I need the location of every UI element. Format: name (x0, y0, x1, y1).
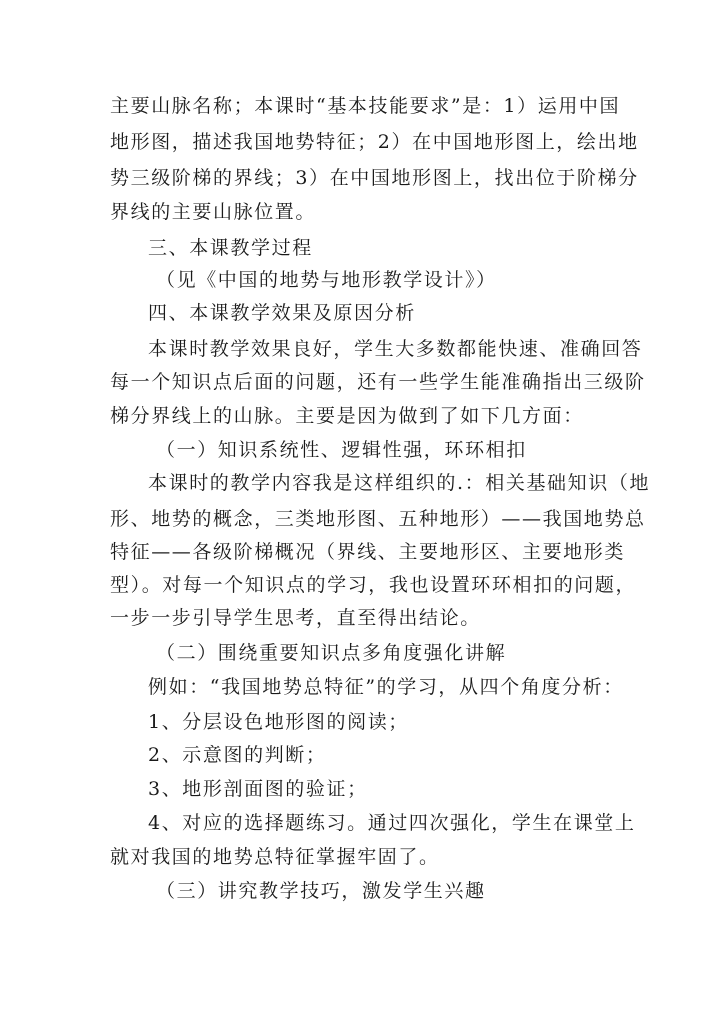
paragraph-line: 例如：“我国地势总特征”的学习，从四个角度分析： (148, 676, 624, 698)
paragraph-line: 型）。对每一个知识点的学习，我也设置环环相扣的问题， (110, 574, 637, 596)
paragraph-line: 特征——各级阶梯概况（界线、主要地形区、主要地形类 (110, 541, 626, 563)
paragraph-line: 本课时教学效果良好，学生大多数都能快速、准确回答 (148, 338, 643, 360)
list-item: 4、对应的选择题练习。通过四次强化，学生在课堂上 (148, 812, 636, 834)
paragraph-line: 一步一步引导学生思考，直至得出结论。 (110, 607, 481, 629)
paragraph-line: 本课时的教学内容我是这样组织的.：相关基础知识（地 (148, 472, 651, 494)
paragraph-line: 势三级阶梯的界线；3）在中国地形图上，找出位于阶梯分 (110, 167, 639, 189)
paragraph-line: 形、地势的概念，三类地形图、五种地形）——我国地势总 (110, 508, 646, 530)
paragraph-line: 梯分界线上的山脉。主要是因为做到了如下几方面： (110, 405, 584, 427)
section-heading: 三、本课教学过程 (148, 237, 313, 259)
list-item: 2、示意图的判断； (148, 744, 327, 766)
paragraph-line: （见《中国的地势与地形教学设计》） (156, 269, 497, 291)
subsection-heading: （二）围绕重要知识点多角度强化讲解 (156, 642, 507, 664)
subsection-heading: （一）知识系统性、逻辑性强，环环相扣 (156, 439, 527, 461)
subsection-heading: （三）讲究教学技巧，激发学生兴趣 (156, 880, 486, 902)
paragraph-line: 主要山脉名称；本课时“基本技能要求”是：1）运用中国 (110, 95, 621, 117)
section-heading: 四、本课教学效果及原因分析 (148, 302, 416, 324)
paragraph-line: 就对我国的地势总特征掌握牢固了。 (110, 846, 440, 868)
list-item: 3、地形剖面图的验证； (148, 778, 368, 800)
list-item: 1、分层设色地形图的阅读； (148, 711, 409, 733)
paragraph-line: 地形图，描述我国地势特征；2）在中国地形图上，绘出地 (110, 131, 639, 153)
paragraph-line: 每一个知识点后面的问题，还有一些学生能准确指出三级阶 (110, 371, 646, 393)
paragraph-line: 界线的主要山脉位置。 (110, 201, 317, 223)
